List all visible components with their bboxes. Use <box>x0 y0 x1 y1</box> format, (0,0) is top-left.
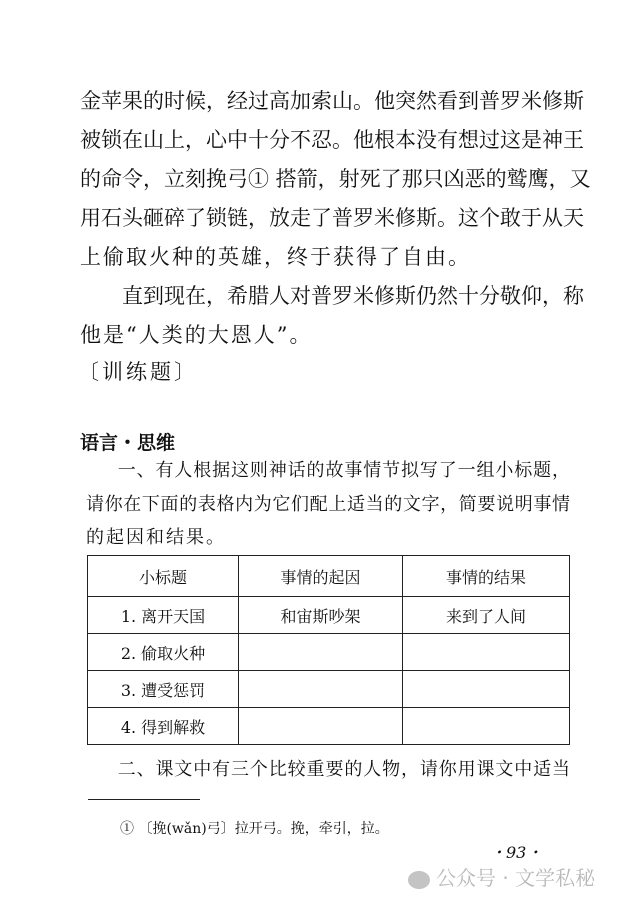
question-line: 的起因和结果。 <box>86 527 226 548</box>
watermark-text: 公众号 · 文学私秘 <box>436 866 596 890</box>
header-cell: 事情的结果 <box>403 556 570 597</box>
table-cell: 来到了人间 <box>403 597 570 634</box>
body-line: 金苹果的时候，经过高加索山。他突然看到普罗米修斯 <box>80 89 584 113</box>
table-cell <box>403 671 570 708</box>
table-cell: 1. 离开天国 <box>88 597 239 634</box>
table-cell <box>403 634 570 671</box>
footnote: ① 〔挽(wǎn)弓〕拉开弓。挽，牵引，拉。 <box>120 821 389 837</box>
body-line: 直到现在，希腊人对普罗米修斯仍然十分敬仰，称 <box>80 284 584 308</box>
subheading: 语言・思维 <box>80 432 176 454</box>
watermark <box>408 862 595 891</box>
section-heading: 〔训练题〕 <box>78 360 198 384</box>
question-2-line: 二、课文中有三个比较重要的人物，请你用课文中适当 <box>80 759 570 780</box>
table-cell: 3. 遭受惩罚 <box>88 671 239 708</box>
table-cell <box>239 671 403 708</box>
body-line: 他是“人类的大恩人”。 <box>80 323 313 347</box>
answer-table <box>87 555 570 745</box>
table-cell: 4. 得到解救 <box>88 708 239 745</box>
table-cell: 和宙斯吵架 <box>239 597 403 634</box>
table-row <box>88 708 570 745</box>
question-line: 一、有人根据这则神话的故事情节拟写了一组小标题， <box>80 460 570 481</box>
body-line: 的命令，立刻挽弓① 搭箭，射死了那只凶恶的鹫鹰，又 <box>80 167 591 191</box>
table-header-row <box>88 556 570 597</box>
footnote-divider <box>88 799 200 800</box>
body-line: 上偷取火种的英雄，终于获得了自由。 <box>80 245 471 269</box>
question-line: 请你在下面的表格内为它们配上适当的文字，简要说明事情 <box>86 494 570 515</box>
table-row <box>88 597 570 634</box>
table-row <box>88 671 570 708</box>
table-row <box>88 634 570 671</box>
table-cell: 2. 偷取火种 <box>88 634 239 671</box>
table-cell <box>403 708 570 745</box>
header-cell: 小标题 <box>88 556 239 597</box>
wechat-icon <box>408 871 430 889</box>
table-cell <box>239 708 403 745</box>
body-line: 用石头砸碎了锁链，放走了普罗米修斯。这个敢于从天 <box>80 206 584 230</box>
page-number: ・93・ <box>490 843 543 862</box>
header-cell: 事情的起因 <box>239 556 403 597</box>
body-line: 被锁在山上，心中十分不忍。他根本没有想过这是神王 <box>80 128 584 152</box>
table-cell <box>239 634 403 671</box>
